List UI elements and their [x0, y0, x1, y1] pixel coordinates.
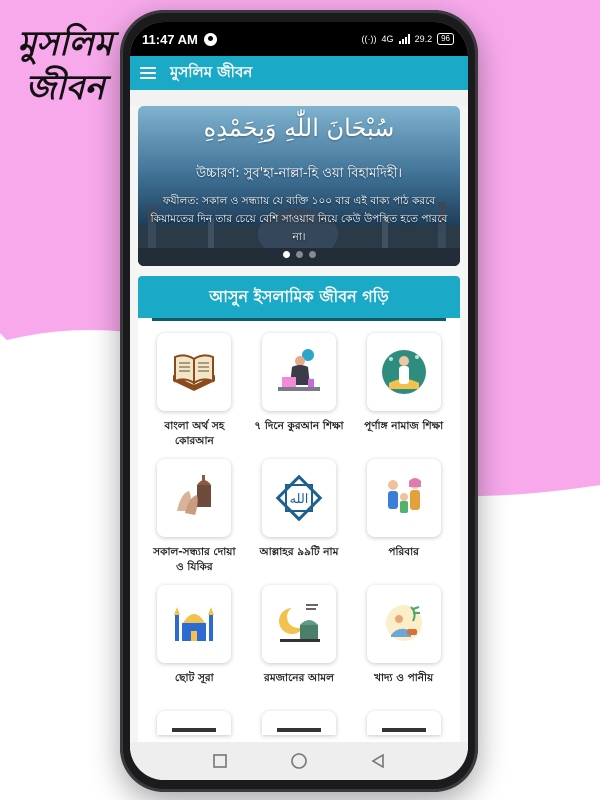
feature-tile-short-surah[interactable] [146, 585, 243, 711]
partial-tile-card [157, 711, 231, 735]
feature-grid [138, 321, 460, 741]
feature-tile-partial[interactable] [355, 711, 452, 741]
dua-hands-icon [157, 459, 231, 537]
carousel-dot[interactable] [283, 251, 290, 258]
section-title: আসুন ইসলামিক জীবন গড়ি [138, 276, 460, 318]
signal-icon [399, 34, 410, 44]
battery-level: 96 [441, 34, 450, 43]
ramadan-moon-icon [262, 585, 336, 663]
home-icon [290, 752, 308, 770]
feature-label: ৭ দিনে কুরআন শিক্ষা [254, 420, 344, 432]
quran-book-icon [157, 333, 231, 411]
feature-label: খাদ্য ও পানীয় [374, 672, 434, 684]
feature-label: পরিবার [388, 546, 419, 558]
quran-learning-icon [262, 333, 336, 411]
namaz-prayer-icon [367, 333, 441, 411]
app-bar [130, 56, 468, 90]
dua-banner-carousel[interactable] [138, 106, 460, 266]
feature-tile-allah-names[interactable] [251, 459, 348, 585]
recents-icon [213, 754, 227, 768]
partial-tile-card [262, 711, 336, 735]
feature-label: রমজানের আমল [264, 672, 334, 684]
mosque-icon [157, 585, 231, 663]
feature-tile-namaz[interactable] [355, 333, 452, 459]
promo-title-line1: মুসলিম [17, 24, 113, 64]
feature-tile-food[interactable] [355, 585, 452, 711]
recents-button[interactable] [211, 752, 229, 770]
status-icons [362, 33, 454, 45]
food-drink-icon [367, 585, 441, 663]
svg-text:الله: الله [289, 492, 309, 507]
promo-title [10, 22, 120, 110]
feature-label: পূর্ণাঙ্গ নামাজ শিক্ষা [364, 420, 444, 432]
feature-tile-quran-learning[interactable] [251, 333, 348, 459]
carousel-dot[interactable] [309, 251, 316, 258]
network-type: 4G [381, 34, 394, 44]
carousel-dot[interactable] [296, 251, 303, 258]
feature-label: বাংলা অর্থ সহ কোরআন [164, 420, 225, 447]
feature-label: ছোট সূরা [174, 672, 214, 684]
allah-calligraphy-icon [262, 459, 336, 537]
notification-icon [204, 33, 217, 46]
feature-tile-family[interactable] [355, 459, 452, 585]
feature-tile-quran[interactable] [146, 333, 243, 459]
network-speed: 29.2 [414, 34, 433, 44]
menu-icon[interactable] [140, 67, 156, 79]
status-time: 11:47 AM [142, 31, 198, 47]
home-button[interactable] [290, 752, 308, 770]
back-icon [371, 754, 385, 768]
feature-tile-ramadan[interactable] [251, 585, 348, 711]
promo-title-line2: জীবন [25, 68, 105, 108]
feature-tile-dua[interactable] [146, 459, 243, 585]
arabic-dua-text: سُبْحَانَ اللّٰهِ وَبِحَمْدِهِ [203, 114, 395, 142]
feature-label: আল্লাহর ৯৯টি নাম [259, 546, 339, 558]
carousel-indicator [138, 251, 460, 258]
status-bar [130, 22, 468, 56]
phone-frame [120, 10, 478, 792]
partial-tile-card [367, 711, 441, 735]
phone-screen [130, 22, 468, 780]
islamic-life-section [138, 276, 460, 746]
system-nav-bar [130, 742, 468, 780]
feature-tile-partial[interactable] [146, 711, 243, 741]
back-button[interactable] [369, 752, 387, 770]
battery-icon [437, 33, 454, 45]
family-icon [367, 459, 441, 537]
feature-tile-partial[interactable] [251, 711, 348, 741]
main-content [130, 106, 468, 756]
alarm-icon: ((·)) [361, 34, 377, 44]
feature-label: সকাল-সন্ধ্যার দোয়া ও যিকির [153, 546, 236, 573]
fazilat-text: ফযীলত: সকাল ও সন্ধ্যায় যে ব্যক্তি ১০০ বার এই বাক্য পাঠ করবে কিয়ামতের দিন তার চেয়ে বেশি সাওয়াব নিয়ে কেউ উপস্থিত হতে পারবে না। [150, 195, 448, 243]
pronunciation-text: উচ্চারণ: সুব'হা-নাল্লা-হি ওয়া বিহামদিহী। [195, 166, 403, 181]
app-title: মুসলিম জীবন [170, 62, 253, 81]
